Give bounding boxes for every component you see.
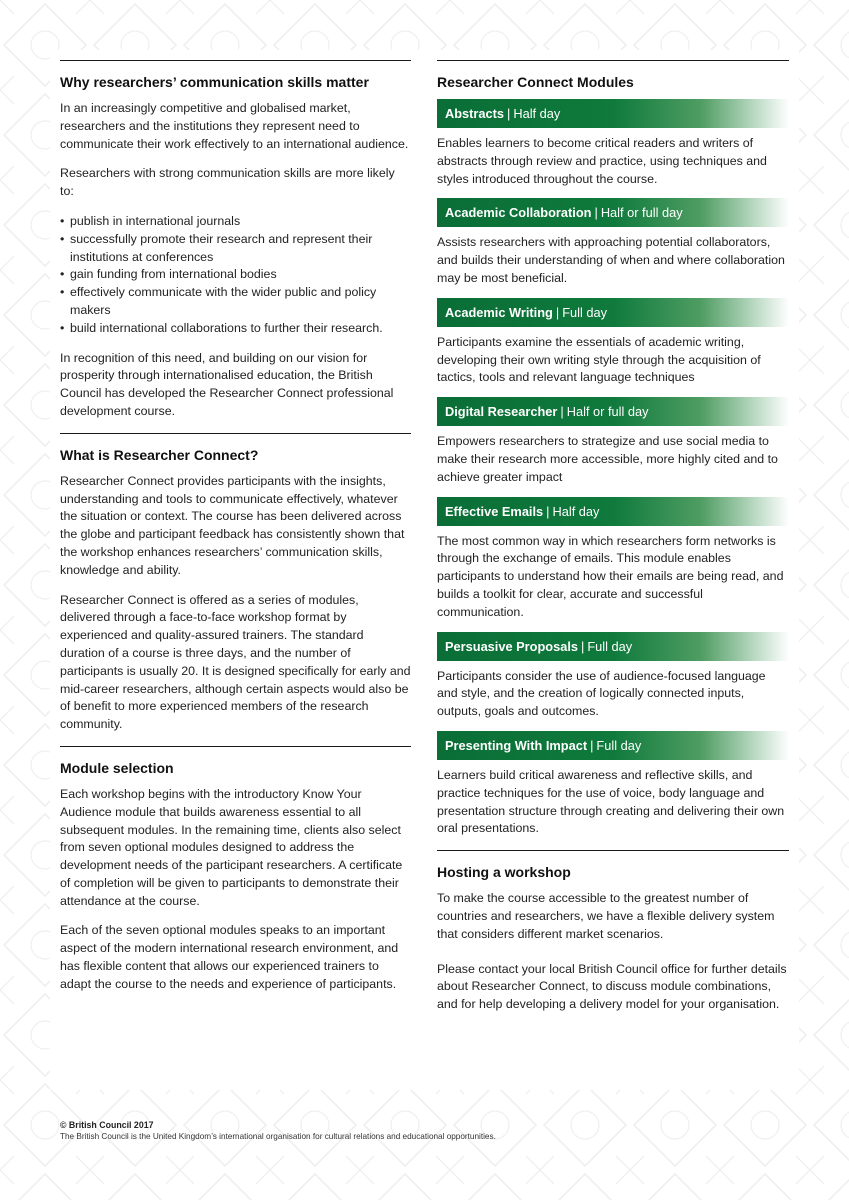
left-column: [60, 60, 411, 994]
module-bar: [437, 397, 789, 426]
module-separator: |: [594, 205, 598, 221]
module-bar: [437, 632, 789, 661]
module-duration: Half or full day: [566, 404, 649, 420]
module-separator: |: [581, 638, 585, 654]
why-paragraph-3: In recognition of this need, and building on our vision for prosperity through internationalised education, the British Council has developed the Researcher Connect professional development course.: [60, 350, 394, 418]
module-name: Academic Writing: [445, 304, 553, 320]
section-heading-modules: Researcher Connect Modules: [437, 74, 634, 90]
what-paragraph-2: Researcher Connect is offered as a series of modules, delivered through a face-to-face workshop format by experienced and quality-assured trainers. The standard duration of a course is three days, and the number of participants is usually 20. It is designed specifically for early and mid-career researchers, although certain aspects would also be of benefit to more experienced members of the research community.: [60, 592, 411, 732]
module-duration: Full day: [587, 638, 633, 654]
module-name: Academic Collaboration: [445, 205, 592, 221]
module-name: Abstracts: [445, 106, 505, 121]
module-separator: |: [546, 503, 550, 519]
list-item: • build international collaborations to further their research.: [60, 320, 411, 338]
list-item: • effectively communicate with the wider public and policy makers: [60, 284, 411, 320]
section-heading-what: What is Researcher Connect?: [60, 446, 259, 463]
module-duration: Half or full day: [600, 205, 683, 221]
page-footer: [60, 1119, 780, 1143]
module-academic-writing: [437, 298, 789, 387]
module-duration: Full day: [562, 304, 607, 320]
module-name: Effective Emails: [445, 503, 544, 519]
module-bar: [437, 497, 789, 526]
selection-paragraph-1: Each workshop begins with the introductory Know Your Audience module that builds awareness essential to all subsequent modules. In the remaining time, clients also select from seven optional modules designed to address the development needs of the participant researchers. A certificate of completion will be given to participants to demonstrate their attendance at the course.: [60, 786, 403, 908]
benefits-list: [60, 213, 411, 338]
module-description: Enables learners to become critical readers and writers of abstracts through review and practice, using techniques and styles introduced throughout the course.: [437, 136, 767, 186]
list-item: • publish in international journals: [60, 213, 411, 231]
module-separator: |: [560, 404, 564, 420]
module-description: Empowers researchers to strategize and use social media to make their research more accessible, more highly cited and to achieve greater impact: [437, 434, 778, 484]
hosting-paragraph-1: To make the course accessible to the greatest number of countries and researchers, we have a flexible delivery system that considers different market scenarios.: [437, 891, 775, 941]
module-effective-emails: [437, 497, 789, 622]
why-paragraph-2: Researchers with strong communication skills are more likely to:: [60, 166, 395, 199]
section-heading-selection: Module selection: [60, 759, 174, 776]
selection-paragraph-2: Each of the seven optional modules speaks to an important aspect of the modern international research environment, and has flexible content that allows our experienced trainers to adapt the course to the needs and experience of participants.: [60, 923, 399, 991]
module-description: Participants examine the essentials of academic writing, developing their own writing style through the acquisition of tactics, tools and relevant language techniques: [437, 334, 761, 385]
module-name: Persuasive Proposals: [445, 638, 579, 654]
module-presenting-with-impact: [437, 731, 789, 838]
module-name: Digital Researcher: [445, 404, 558, 420]
section-heading-why: Why researchers’ communication skills matter: [60, 74, 369, 90]
module-persuasive-proposals: [437, 632, 789, 721]
module-description: Assists researchers with approaching potential collaborators, and builds their understanding of when and where collaboration may be most beneficial.: [437, 235, 785, 285]
why-paragraph-1: In an increasingly competitive and globalised market, researchers and the institutions they represent need to communicate their work effectively to an international audience.: [60, 101, 409, 151]
module-duration: Half day: [513, 106, 561, 121]
module-bar: [437, 99, 789, 128]
section-heading-hosting: Hosting a workshop: [437, 864, 571, 881]
module-separator: |: [590, 737, 594, 753]
module-description: Participants consider the use of audience-focused language and style, and the creation of logically connected inputs, outputs, goals and outcomes.: [437, 668, 766, 719]
module-academic-collaboration: [437, 198, 789, 287]
module-duration: Half day: [552, 503, 600, 519]
module-description: Learners build critical awareness and reflective skills, and practice techniques for the use of voice, body language and presentation structure through creating and delivering their own oral presentations.: [437, 767, 785, 836]
list-item: • gain funding from international bodies: [60, 266, 411, 284]
module-abstracts: [437, 99, 789, 188]
module-bar: [437, 298, 789, 327]
hosting-paragraph-2: Please contact your local British Council office for further details about Researcher Connect, to discuss module combinations, and for help developing a delivery model for your organisation.: [437, 961, 787, 1012]
module-name: Presenting With Impact: [445, 737, 588, 753]
module-duration: Full day: [596, 737, 642, 753]
list-item: • successfully promote their research and represent their institutions at conferences: [60, 231, 411, 267]
what-paragraph-1: Researcher Connect provides participants with the insights, understanding and tools to communicate effectively, whatever the situation or context. The course has been delivered across the globe and participant feedback has consistently shown that the workshop enhances researchers’ communication skills, knowledge and ability.: [60, 473, 405, 577]
module-bar: [437, 731, 789, 760]
footer-copyright: © British Council 2017: [60, 1120, 154, 1130]
module-description: The most common way in which researchers form networks is through the exchange of emails. This module enables participants to understand how their emails are being read, and builds a toolkit for clear, accurate and successful communication.: [437, 533, 784, 619]
right-column: [437, 60, 789, 1014]
module-separator: |: [507, 106, 511, 121]
footer-note: The British Council is the United Kingdom’s international organisation for cultural relations and educational opportunities.: [60, 1132, 496, 1141]
module-digital-researcher: [437, 397, 789, 486]
module-separator: |: [555, 304, 560, 320]
module-bar: [437, 198, 789, 227]
